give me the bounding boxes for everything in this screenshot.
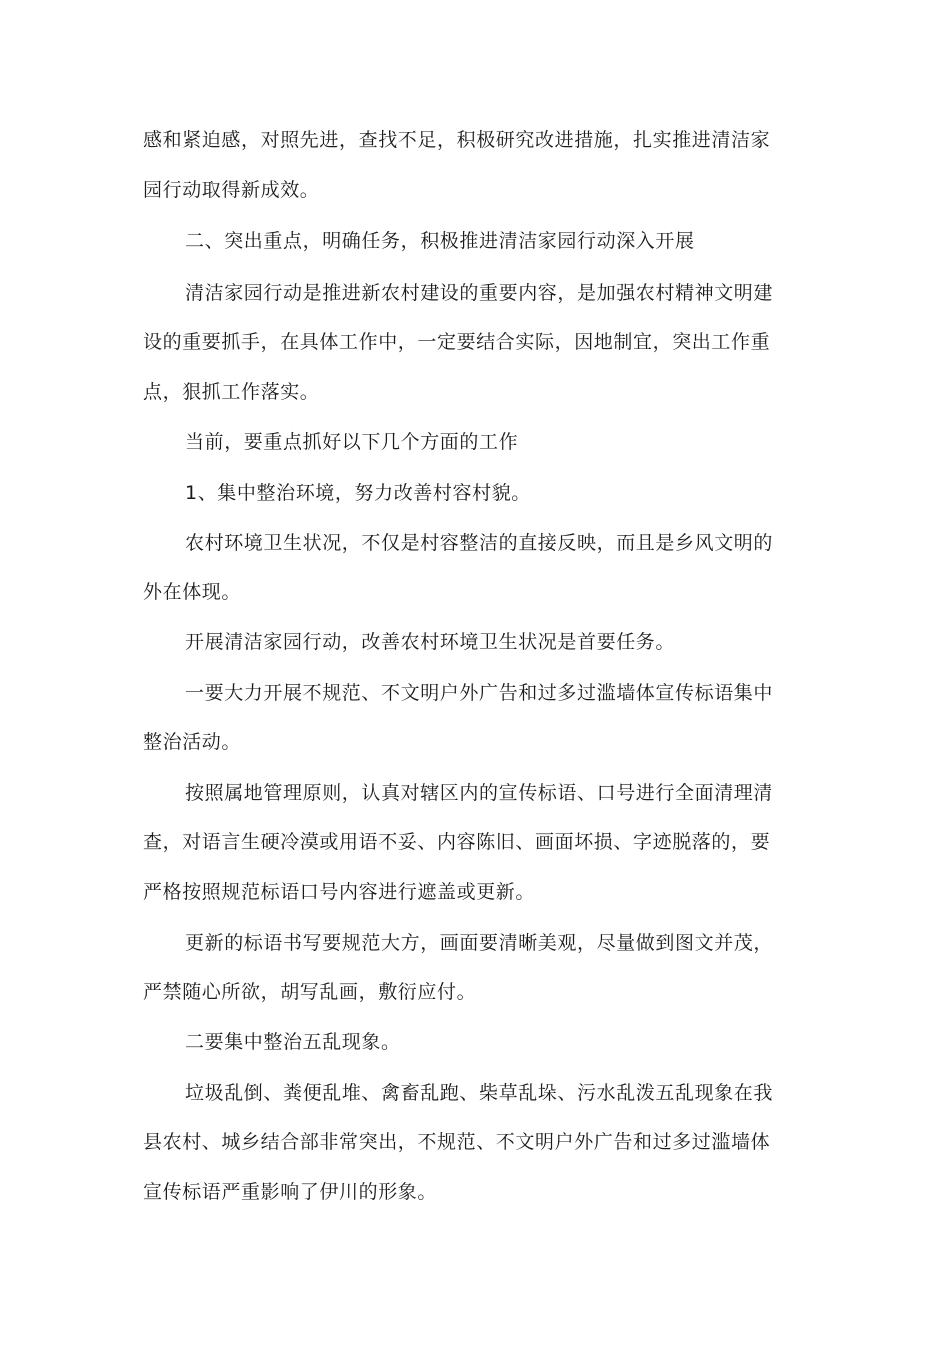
text-line: 查，对语言生硬冷漠或用语不妥、内容陈旧、画面坏损、字迹脱落的，要 — [143, 831, 771, 853]
text-line: 园行动取得新成效。 — [143, 179, 320, 201]
text-line: 外在体现。 — [143, 581, 242, 603]
text-line: 设的重要抓手，在具体工作中，一定要结合实际，因地制宜，突出工作重 — [143, 331, 771, 353]
text-line: 点，狠抓工作落实。 — [143, 381, 320, 403]
text-line: 二要集中整治五乱现象。 — [185, 1031, 401, 1053]
text-line: 清洁家园行动是推进新农村建设的重要内容，是加强农村精神文明建 — [185, 282, 774, 304]
text-line: 县农村、城乡结合部非常突出，不规范、不文明户外广告和过多过滥墙体 — [143, 1131, 771, 1153]
text-line: 垃圾乱倒、粪便乱堆、禽畜乱跑、柴草乱垛、污水乱泼五乱现象在我 — [185, 1082, 774, 1104]
text-line: 严禁随心所欲，胡写乱画，敷衍应付。 — [143, 981, 477, 1003]
subsection-heading: 1、集中整治环境，努力改善村容村貌。 — [185, 482, 531, 504]
section-heading: 二、突出重点，明确任务，积极推进清洁家园行动深入开展 — [185, 230, 695, 252]
text-line: 感和紧迫感，对照先进，查找不足，积极研究改进措施，扎实推进清洁家 — [143, 129, 771, 151]
text-line: 开展清洁家园行动，改善农村环境卫生状况是首要任务。 — [185, 631, 676, 653]
text-line: 按照属地管理原则，认真对辖区内的宣传标语、口号进行全面清理清 — [185, 782, 774, 804]
text-line: 更新的标语书写要规范大方，画面要清晰美观，尽量做到图文并茂， — [185, 932, 774, 954]
text-line: 农村环境卫生状况，不仅是村容整洁的直接反映，而且是乡风文明的 — [185, 532, 774, 554]
text-line: 严格按照规范标语口号内容进行遮盖或更新。 — [143, 881, 536, 903]
text-line: 整治活动。 — [143, 731, 242, 753]
text-line: 一要大力开展不规范、不文明户外广告和过多过滥墙体宣传标语集中 — [185, 682, 774, 704]
text-line: 宣传标语严重影响了伊川的形象。 — [143, 1181, 438, 1203]
text-line: 当前，要重点抓好以下几个方面的工作 — [185, 431, 519, 453]
